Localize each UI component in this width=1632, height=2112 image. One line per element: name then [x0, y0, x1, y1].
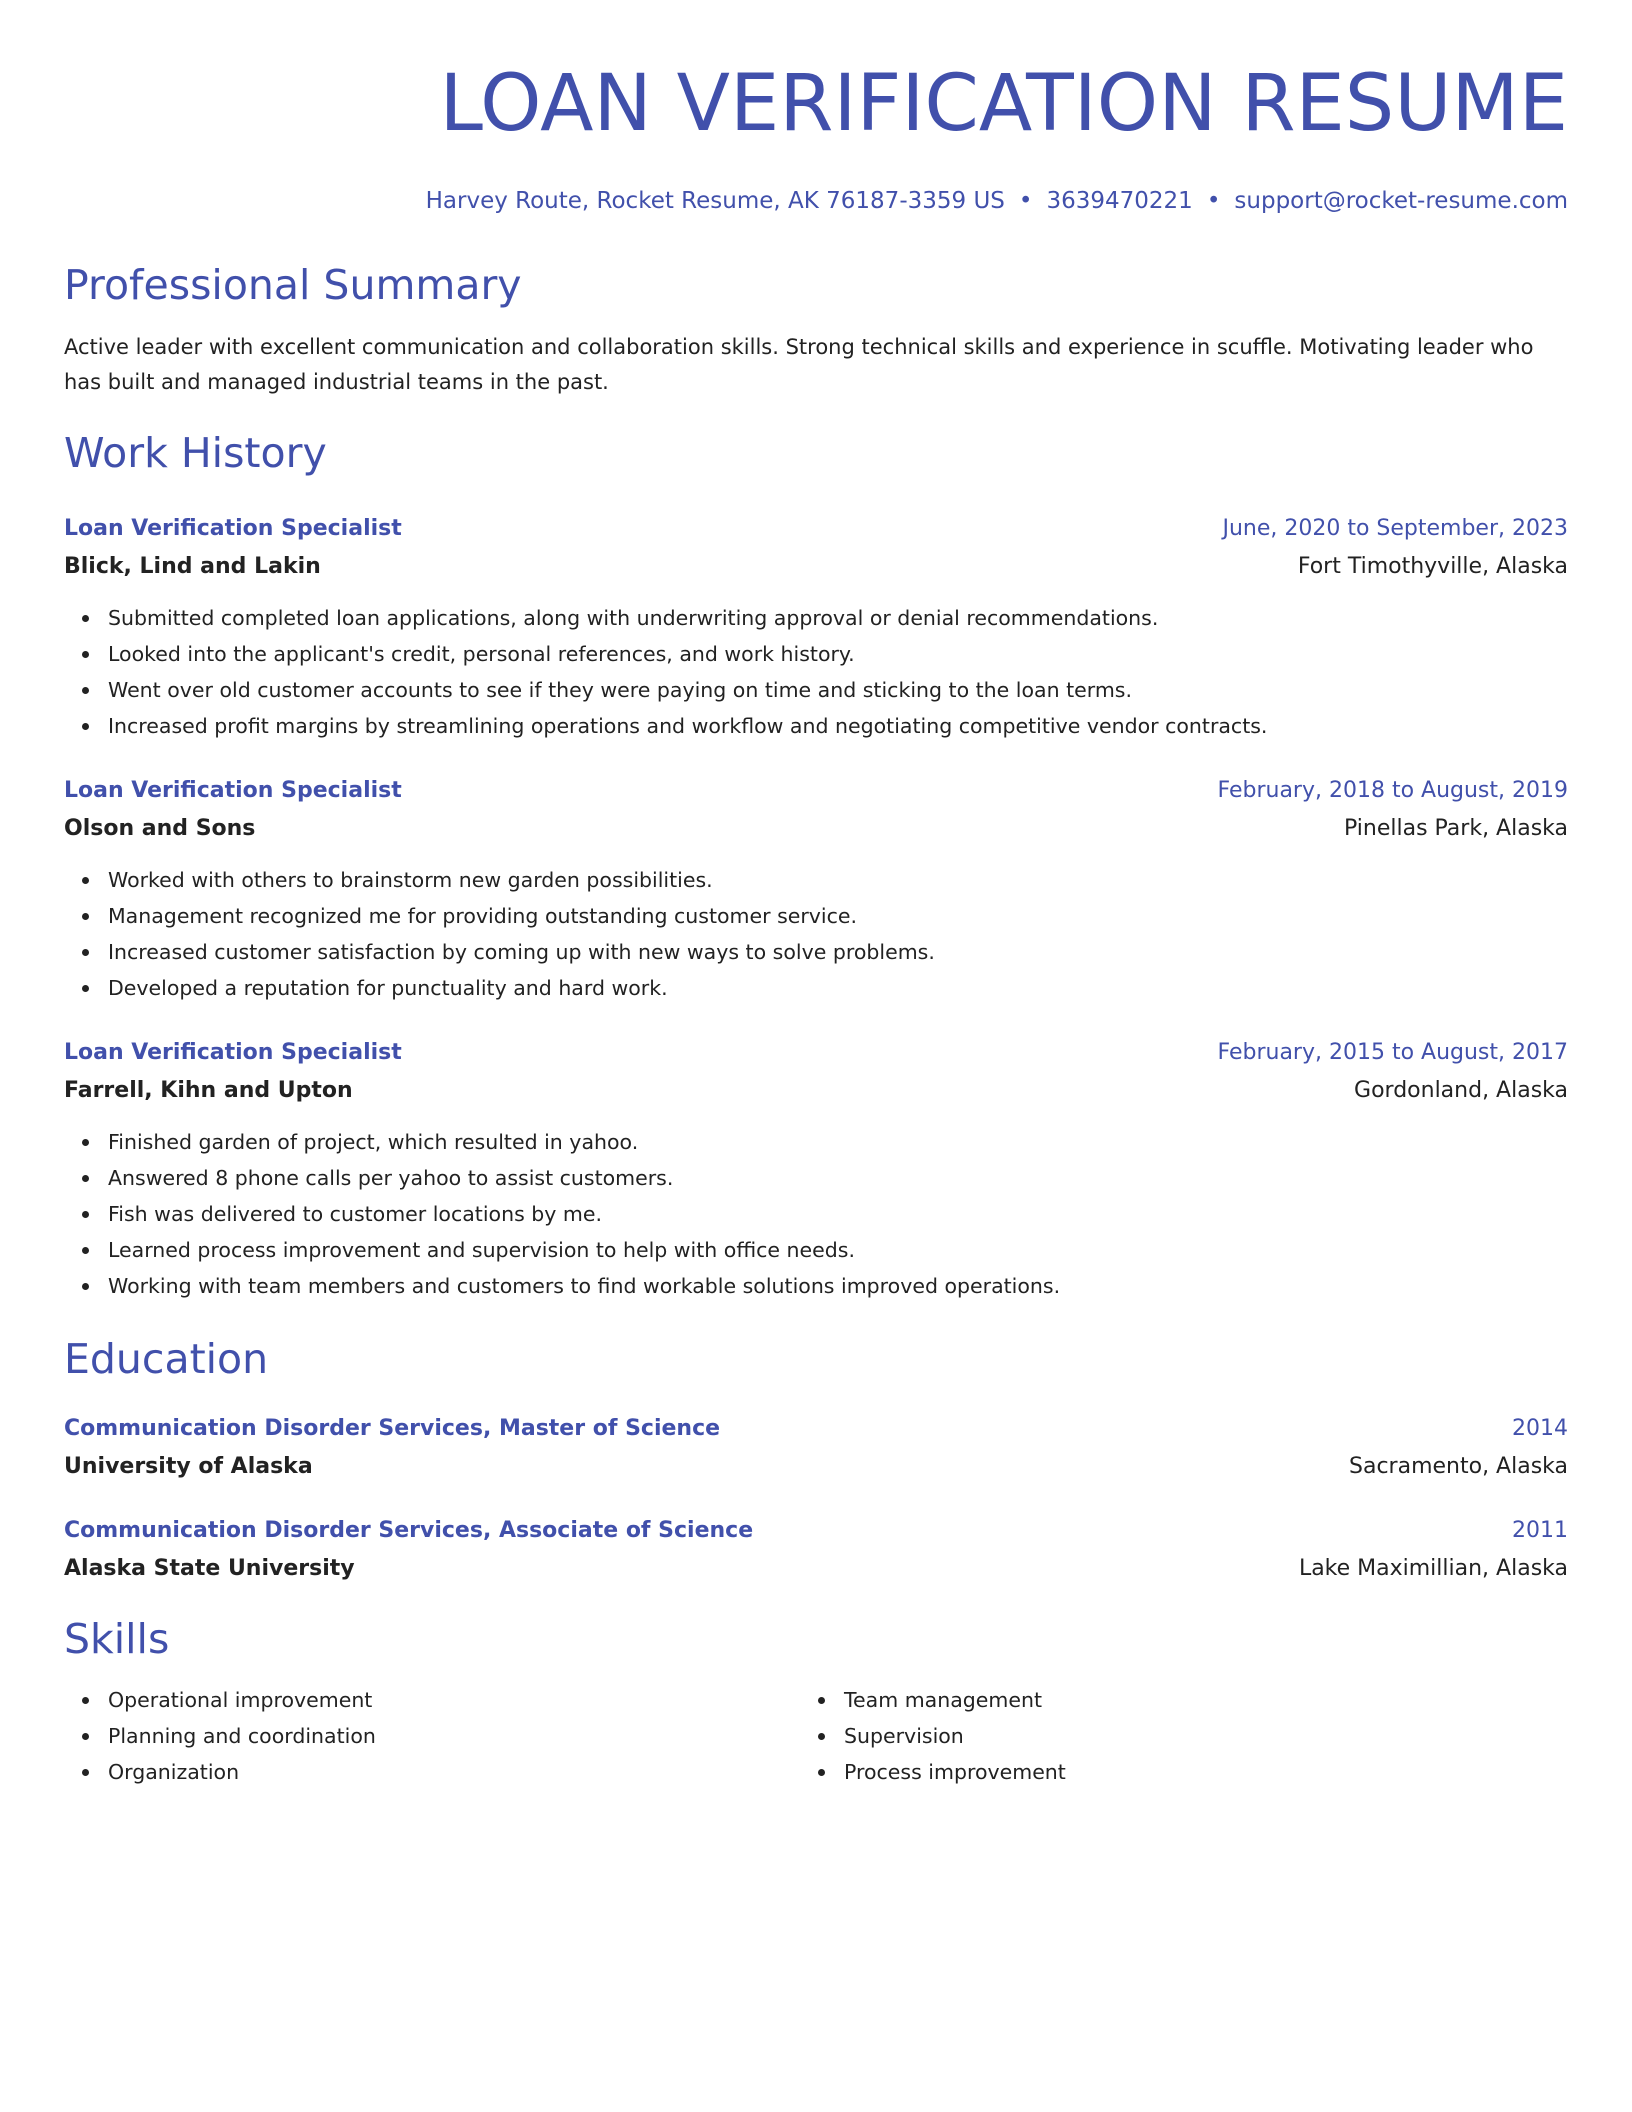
list-item: Answered 8 phone calls per yahoo to assist customers. — [108, 1160, 1568, 1196]
list-item: Worked with others to brainstorm new garden possibilities. — [108, 862, 1568, 898]
contact-separator: • — [1018, 188, 1033, 214]
work-history-heading: Work History — [64, 429, 327, 477]
job-company: Farrell, Kihn and Upton — [64, 1078, 353, 1103]
job-dates: February, 2015 to August, 2017 — [1217, 1040, 1568, 1065]
job-location: Fort Timothyville, Alaska — [1297, 554, 1568, 579]
contact-address: Harvey Route, Rocket Resume, AK 76187-3359 US — [425, 188, 1005, 214]
job-entry — [64, 514, 1568, 744]
skills-column-right — [800, 1682, 1536, 1790]
education-entry — [64, 1516, 1568, 1584]
list-item: Developed a reputation for punctuality and hard work. — [108, 970, 1568, 1006]
job-entry — [64, 1038, 1568, 1304]
list-item: Submitted completed loan applications, along with underwriting approval or denial recommendations. — [108, 600, 1568, 636]
job-title: Loan Verification Specialist — [64, 1040, 402, 1065]
job-dates: June, 2020 to September, 2023 — [1222, 516, 1568, 541]
skills-list — [64, 1682, 800, 1790]
skill-item: Team management — [844, 1682, 1536, 1718]
job-bullets — [64, 600, 1568, 744]
skill-item: Planning and coordination — [108, 1718, 800, 1754]
job-company: Olson and Sons — [64, 816, 256, 841]
education-school: University of Alaska — [64, 1454, 313, 1479]
skill-item: Supervision — [844, 1718, 1536, 1754]
summary-text: Active leader with excellent communication and collaboration skills. Strong technical skills and experience in scuffle. Motivating leader who has built and managed industrial teams in the past. — [64, 335, 1534, 394]
job-location: Pinellas Park, Alaska — [1343, 816, 1568, 841]
education-entry — [64, 1414, 1568, 1482]
list-item: Learned process improvement and supervision to help with office needs. — [108, 1232, 1568, 1268]
list-item: Working with team members and customers to find workable solutions improved operations. — [108, 1268, 1568, 1304]
job-company: Blick, Lind and Lakin — [64, 554, 321, 579]
education-location: Sacramento, Alaska — [1349, 1454, 1568, 1479]
resume-title: LOAN VERIFICATION RESUME — [439, 59, 1568, 149]
skill-item: Process improvement — [844, 1754, 1536, 1790]
education-year: 2011 — [1512, 1518, 1568, 1543]
contact-line — [64, 186, 1568, 216]
job-dates: February, 2018 to August, 2019 — [1217, 778, 1568, 803]
job-bullets — [64, 1124, 1568, 1304]
contact-email: support@rocket-resume.com — [1234, 188, 1568, 214]
job-bullets — [64, 862, 1568, 1006]
list-item: Management recognized me for providing outstanding customer service. — [108, 898, 1568, 934]
list-item: Increased customer satisfaction by coming up with new ways to solve problems. — [108, 934, 1568, 970]
job-entry — [64, 776, 1568, 1006]
education-school: Alaska State University — [64, 1556, 355, 1581]
contact-phone: 3639470221 — [1046, 188, 1193, 214]
education-degree: Communication Disorder Services, Associate of Science — [64, 1518, 754, 1543]
skills-grid — [64, 1682, 1568, 1790]
job-title: Loan Verification Specialist — [64, 516, 402, 541]
list-item: Increased profit margins by streamlining operations and workflow and negotiating competitive vendor contracts. — [108, 708, 1568, 744]
education-heading: Education — [64, 1335, 269, 1383]
resume-header — [64, 56, 1568, 216]
skill-item: Operational improvement — [108, 1682, 800, 1718]
education-year: 2014 — [1512, 1416, 1568, 1441]
list-item: Looked into the applicant's credit, personal references, and work history. — [108, 636, 1568, 672]
job-location: Gordonland, Alaska — [1354, 1078, 1568, 1103]
list-item: Finished garden of project, which resulted in yahoo. — [108, 1124, 1568, 1160]
skills-column-left — [64, 1682, 800, 1790]
education-location: Lake Maximillian, Alaska — [1298, 1556, 1568, 1581]
list-item: Fish was delivered to customer locations by me. — [108, 1196, 1568, 1232]
skills-heading: Skills — [64, 1615, 170, 1663]
summary-heading: Professional Summary — [64, 261, 522, 309]
skill-item: Organization — [108, 1754, 800, 1790]
skills-list — [800, 1682, 1536, 1790]
education-degree: Communication Disorder Services, Master of Science — [64, 1416, 721, 1441]
list-item: Went over old customer accounts to see if they were paying on time and sticking to the loan terms. — [108, 672, 1568, 708]
job-title: Loan Verification Specialist — [64, 778, 402, 803]
contact-separator: • — [1206, 188, 1221, 214]
